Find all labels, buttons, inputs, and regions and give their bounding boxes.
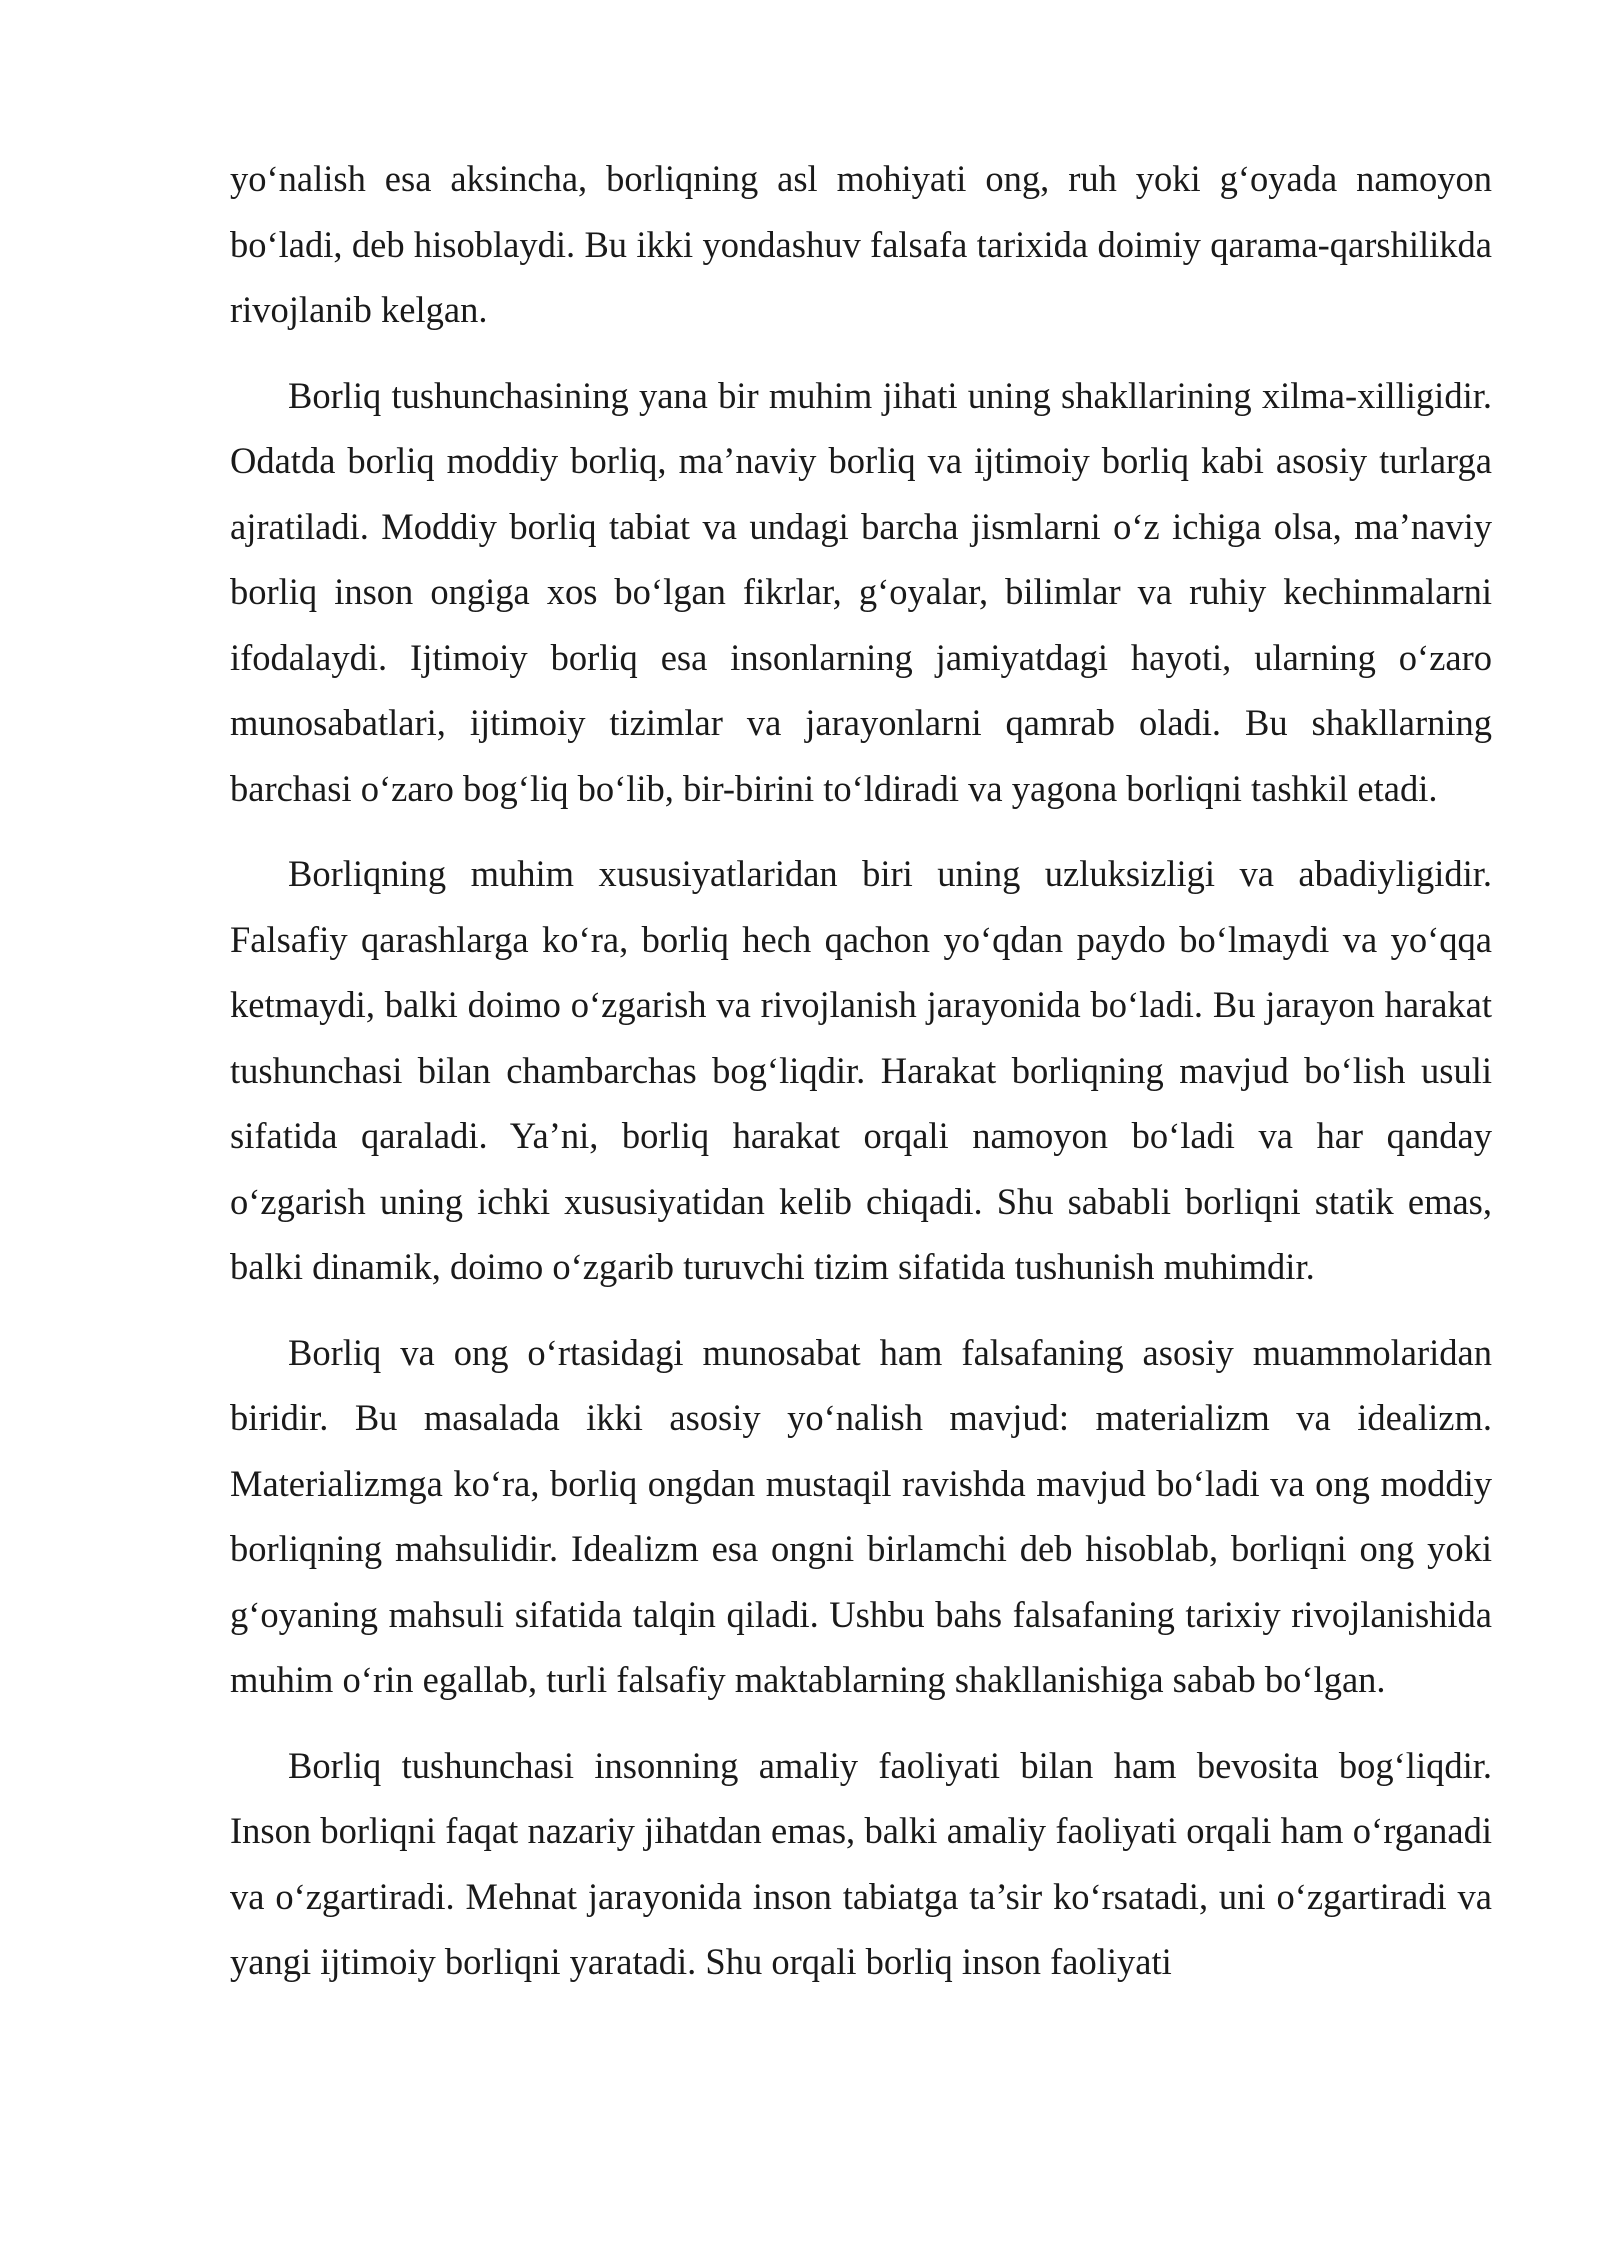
paragraph-1: yo‘nalish esa aksincha, borliqning asl mohiyati ong, ruh yoki g‘oyada namoyon bo‘ladi, deb hisoblaydi. Bu ikki yondashuv falsafa tarixida doimiy qarama-qarshilikda rivojlanib kelgan. xyxy=(230,158,1492,330)
paragraph-4: Borliq va ong o‘rtasidagi munosabat ham falsafaning asosiy muammolaridan biridir. Bu masalada ikki asosiy yo‘nalish mavjud: materializm va idealizm. Materializmga ko‘ra, borliq ongdan mustaqil ravishda mavjud bo‘ladi va ong moddiy borliqning mahsulidir. Idealizm esa ongni birlamchi deb hisoblab, borliqni ong yoki g‘oyaning mahsuli sifatida talqin qiladi. Ushbu bahs falsafaning tarixiy rivojlanishida muhim o‘rin egallab, turli falsafiy maktablarning shakllanishiga sabab bo‘lgan. xyxy=(230,1331,1492,1700)
paragraph-5: Borliq tushunchasi insonning amaliy faoliyati bilan ham bevosita bog‘liqdir. Inson borliqni faqat nazariy jihatdan emas, balki amaliy faoliyati orqali ham o‘rganadi va o‘zgartiradi. Mehnat jarayonida inson tabiatga ta’sir ko‘rsatadi, uni o‘zgartiradi va yangi ijtimoiy borliqni yaratadi. Shu orqali borliq inson faoliyati xyxy=(230,1744,1492,1982)
paragraph-2: Borliq tushunchasining yana bir muhim jihati uning shakllarining xilma-xilligidir. Odatda borliq moddiy borliq, ma’naviy borliq va ijtimoiy borliq kabi asosiy turlarga ajratiladi. Moddiy borliq tabiat va undagi barcha jismlarni o‘z ichiga olsa, ma’naviy borliq inson ongiga xos bo‘lgan fikrlar, g‘oyalar, bilimlar va ruhiy kechinmalarni ifodalaydi. Ijtimoiy borliq esa insonlarning jamiyatdagi hayoti, ularning o‘zaro munosabatlari, ijtimoiy tizimlar va jarayonlarni qamrab oladi. Bu shakllarning barchasi o‘zaro bog‘liq bo‘lib, bir-birini to‘ldiradi va yagona borliqni tashkil etadi. xyxy=(230,374,1492,809)
paragraph-3: Borliqning muhim xususiyatlaridan biri uning uzluksizligi va abadiyligidir. Falsafiy qarashlarga ko‘ra, borliq hech qachon yo‘qdan paydo bo‘lmaydi va yo‘qqa ketmaydi, balki doimo o‘zgarish va rivojlanish jarayonida bo‘ladi. Bu jarayon harakat tushunchasi bilan chambarchas bog‘liqdir. Harakat borliqning mavjud bo‘lish usuli sifatida qaraladi. Ya’ni, borliq harakat orqali namoyon bo‘ladi va har qanday o‘zgarish uning ichki xususiyatidan kelib chiqadi. Shu sababli borliqni statik emas, balki dinamik, doimo o‘zgarib turuvchi tizim sifatida tushunish muhimdir. xyxy=(230,853,1492,1287)
document-page xyxy=(230,146,1492,2015)
